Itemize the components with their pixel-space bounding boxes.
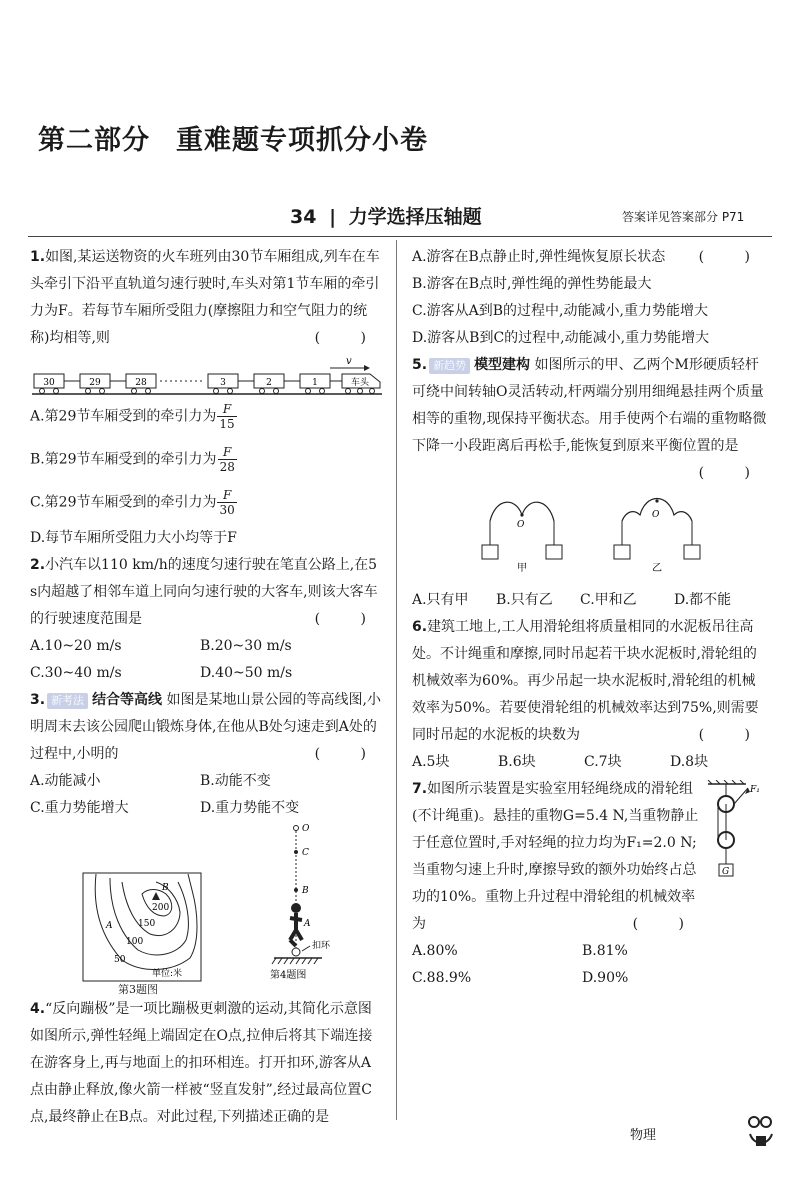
fig4-point-c: C [302, 848, 309, 858]
q1-option-d: D.每节车厢所受阻力大小均等于F [30, 530, 237, 546]
q3-options-row1 [30, 768, 384, 795]
q5-option-d: D.都不能 [674, 592, 732, 608]
train-car-label: 30 [43, 378, 55, 388]
train-car-label: 3 [220, 378, 226, 388]
q3-stem: 如图是某地山景公园的等高线图,小明周末去该公园爬山锻炼身体,在他从B处匀速走到A处的过程中,小明的 [30, 692, 381, 762]
q2-option-b: B.20~30 m/s [200, 638, 292, 654]
locomotive-label: 车头 [350, 378, 370, 388]
velocity-label: v [346, 356, 352, 367]
q2-options-row2 [30, 660, 384, 687]
train-wheel [54, 389, 59, 394]
q2-options-row1 [30, 633, 384, 660]
train-wheel [358, 389, 363, 394]
q6-option-b: B.6块 [498, 754, 536, 770]
q6-stem-block [412, 614, 768, 749]
train-figure [30, 356, 384, 400]
svg-text:O: O [652, 510, 660, 520]
q6-option-c: C.7块 [584, 754, 622, 770]
q5-option-b: B.只有乙 [496, 592, 553, 608]
section-number: 34 [290, 206, 317, 228]
lever-jia [482, 502, 562, 574]
q6-options [412, 749, 768, 776]
train-car-label: 1 [312, 378, 318, 388]
q5-stem-block [412, 352, 768, 481]
q3-option-c: C.重力势能增大 [30, 800, 129, 816]
q2-stem: 小汽车以110 km/h的速度匀速行驶在笔直公路上,在5 s内超越了相邻车道上同向匀速行驶的大客车,则该大客车的行驶速度范围是 [30, 557, 378, 627]
reverse-bungee-figure [266, 822, 356, 982]
q1-option-c: C.第29节车厢受到的牵引力为 $\frac{F}{30}$ [30, 488, 235, 517]
q7-option-a: A.80% [412, 943, 458, 959]
map-contour-50: 50 [114, 955, 126, 965]
q5-stem: 如图所示的甲、乙两个M形硬质轻杆可绕中间转轴O灵活转动,杆两端分别用细绳悬挂两个质量相等的重物,现保持平衡状态。用手使两个右端的重物略微下降一小段距离后再松手,能恢复到原来平衡位置的是 [412, 357, 767, 454]
q1-option-b: B.第29节车厢受到的牵引力为 $\frac{F}{28}$ [30, 445, 235, 474]
train-wheel [260, 389, 265, 394]
q3-options-row2 [30, 795, 384, 822]
q7-block [412, 776, 768, 938]
pulley-figure [706, 780, 768, 900]
q5-option-a: A.只有甲 [412, 592, 469, 608]
fig4-buckle-label: 扣环 [312, 941, 331, 951]
q6-option-a: A.5块 [412, 754, 450, 770]
q4-option-d: D.游客从B到C的过程中,动能减小,重力势能增大 [412, 330, 710, 346]
q5-options [412, 587, 768, 614]
train-wheel [320, 389, 325, 394]
train-wheel [40, 389, 45, 394]
fig4-point-b: B [302, 886, 309, 896]
q1-stem-block [30, 244, 384, 352]
q5-keyword: 模型建构 [474, 357, 531, 373]
left-column [30, 244, 384, 1131]
q5-answer-blank: ( ) [698, 465, 768, 481]
train-wheel [146, 389, 151, 394]
svg-text:乙: 乙 [652, 563, 662, 574]
q4-stem-block [30, 996, 384, 1131]
footer-subject: 物理 [630, 1128, 657, 1143]
figures-3-4 [30, 826, 384, 996]
train-wheel [214, 389, 219, 394]
q3-keyword: 结合等高线 [92, 692, 163, 708]
train-wheel [346, 389, 351, 394]
q3-new-method-badge: 新考法 [47, 693, 88, 709]
q3-answer-blank: ( ) [314, 746, 384, 762]
mascot-icon [744, 1112, 778, 1152]
q7-option-d: D.90% [582, 970, 629, 986]
section-divider: | [329, 206, 337, 228]
train-car-label: 28 [135, 378, 147, 388]
q2-answer-blank: ( ) [314, 611, 384, 627]
q4-option-b: B.游客在B点时,弹性绳的弹性势能最大 [412, 276, 652, 292]
fig4-point-o: O [302, 824, 310, 834]
column-divider [396, 240, 397, 1120]
q7-option-c: C.88.9% [412, 970, 472, 986]
q4-number: 4. [30, 1001, 46, 1017]
lever-yi [614, 499, 700, 575]
part-title [38, 118, 428, 157]
q6-stem: 建筑工地上,工人用滑轮组将质量相同的水泥板吊往高处。不计绳重和摩擦,同时吊起若干块水泥板时,滑轮组的机械效率为60%。再少吊起一块水泥板时,滑轮组的机械效率为50%。若要使滑轮组的机械效率达到75%,则需要同时吊起的水泥板的块数为 [412, 619, 759, 743]
svg-text:O: O [517, 520, 525, 530]
map-contour-100: 100 [126, 937, 144, 947]
q6-option-d: D.8块 [670, 754, 709, 770]
train-wheel [228, 389, 233, 394]
map-contour-150: 150 [138, 919, 156, 929]
q3-option-b: B.动能不变 [200, 773, 271, 789]
fig3-caption: 第3题图 [118, 983, 158, 996]
q1-stem: 如图,某运送物资的火车班列由30节车厢组成,列车在车头牵引下沿平直轨道匀速行驶时,车头对第1节车厢的牵引力为F。若每节车厢所受阻力(摩擦阻力和空气阻力的统称)均相等,则 [30, 249, 380, 346]
part-label: 第二部分 [38, 125, 150, 156]
fig4-point-a: A [304, 919, 311, 929]
q6-number: 6. [412, 619, 428, 635]
q5-number: 5. [412, 357, 428, 373]
q5-option-c: C.甲和乙 [580, 592, 637, 608]
train-wheel [100, 389, 105, 394]
train-wheel [86, 389, 91, 394]
pulley-force-label: F₁ [750, 785, 760, 795]
q3-option-a: A.动能减小 [30, 773, 101, 789]
map-unit: 单位:米 [152, 969, 183, 979]
q1-answer-blank: ( ) [314, 330, 384, 346]
map-point-a: A [106, 921, 113, 931]
q2-number: 2. [30, 557, 46, 573]
pulley-weight-label: G [722, 867, 730, 877]
q6-answer-blank: ( ) [698, 727, 768, 743]
q4-option-c: C.游客从A到B的过程中,动能减小,重力势能增大 [412, 303, 708, 319]
map-contour-200: 200 [152, 903, 170, 913]
fig4-caption: 第4题图 [270, 970, 307, 981]
train-wheel [370, 389, 375, 394]
q3-stem-block [30, 687, 384, 768]
q7-answer-blank: ( ) [632, 916, 702, 932]
train-car-label: 29 [89, 378, 101, 388]
q2-stem-block [30, 552, 384, 633]
q7-options-row2 [412, 965, 768, 992]
q4-answer-blank: ( ) [698, 249, 768, 265]
q2-option-c: C.30~40 m/s [30, 665, 122, 681]
q3-option-d: D.重力势能不变 [200, 800, 300, 816]
answer-reference: 答案详见答案部分 P71 [622, 210, 745, 224]
q3-number: 3. [30, 692, 46, 708]
right-column-content [412, 244, 768, 992]
train-wheel [132, 389, 137, 394]
q1-option-a: A.第29节车厢受到的牵引力为 $\frac{F}{15}$ [30, 402, 235, 431]
q2-option-a: A.10~20 m/s [30, 638, 122, 654]
train-wheel [306, 389, 311, 394]
q4-option-a: A.游客在B点静止时,弹性绳恢复原长状态 [412, 249, 666, 265]
q4-stem: “反向蹦极”是一项比蹦极更刺激的运动,其简化示意图如图所示,弹性轻绳上端固定在O点,拉伸后将其下端连接在游客身上,再与地面上的扣环相连。打开扣环,游客从A点由静止释放,像火箭一样被“竖直发射”,经过最高位置C点,最终静止在B点。对此过程,下列描述正确的是 [30, 1001, 373, 1125]
q7-option-b: B.81% [582, 943, 628, 959]
part-name: 重难题专项抓分小卷 [176, 125, 428, 156]
q1-number: 1. [30, 249, 46, 265]
q7-stem: 如图所示装置是实验室用轻绳绕成的滑轮组(不计绳重)。悬挂的重物G=5.4 N,当重物静止于任意位置时,手对轻绳的拉力均为F₁=2.0 N;当重物匀速上升时,摩擦导致的额外功始终占总功的10%。重物上升过程中滑轮组的机械效率为 [412, 781, 699, 932]
q2-option-d: D.40~50 m/s [200, 665, 293, 681]
train-car-label: 2 [266, 378, 272, 388]
train-wheel [274, 389, 279, 394]
section-name: 力学选择压轴题 [348, 206, 482, 228]
contour-map [82, 872, 202, 982]
map-point-b: B [162, 883, 169, 893]
m-lever-figure [412, 487, 768, 587]
svg-text:甲: 甲 [517, 563, 527, 574]
q7-options-row1 [412, 938, 768, 965]
right-column [412, 0, 768, 244]
q5-new-trend-badge: 新趋势 [429, 358, 470, 374]
q7-number: 7. [412, 781, 428, 797]
